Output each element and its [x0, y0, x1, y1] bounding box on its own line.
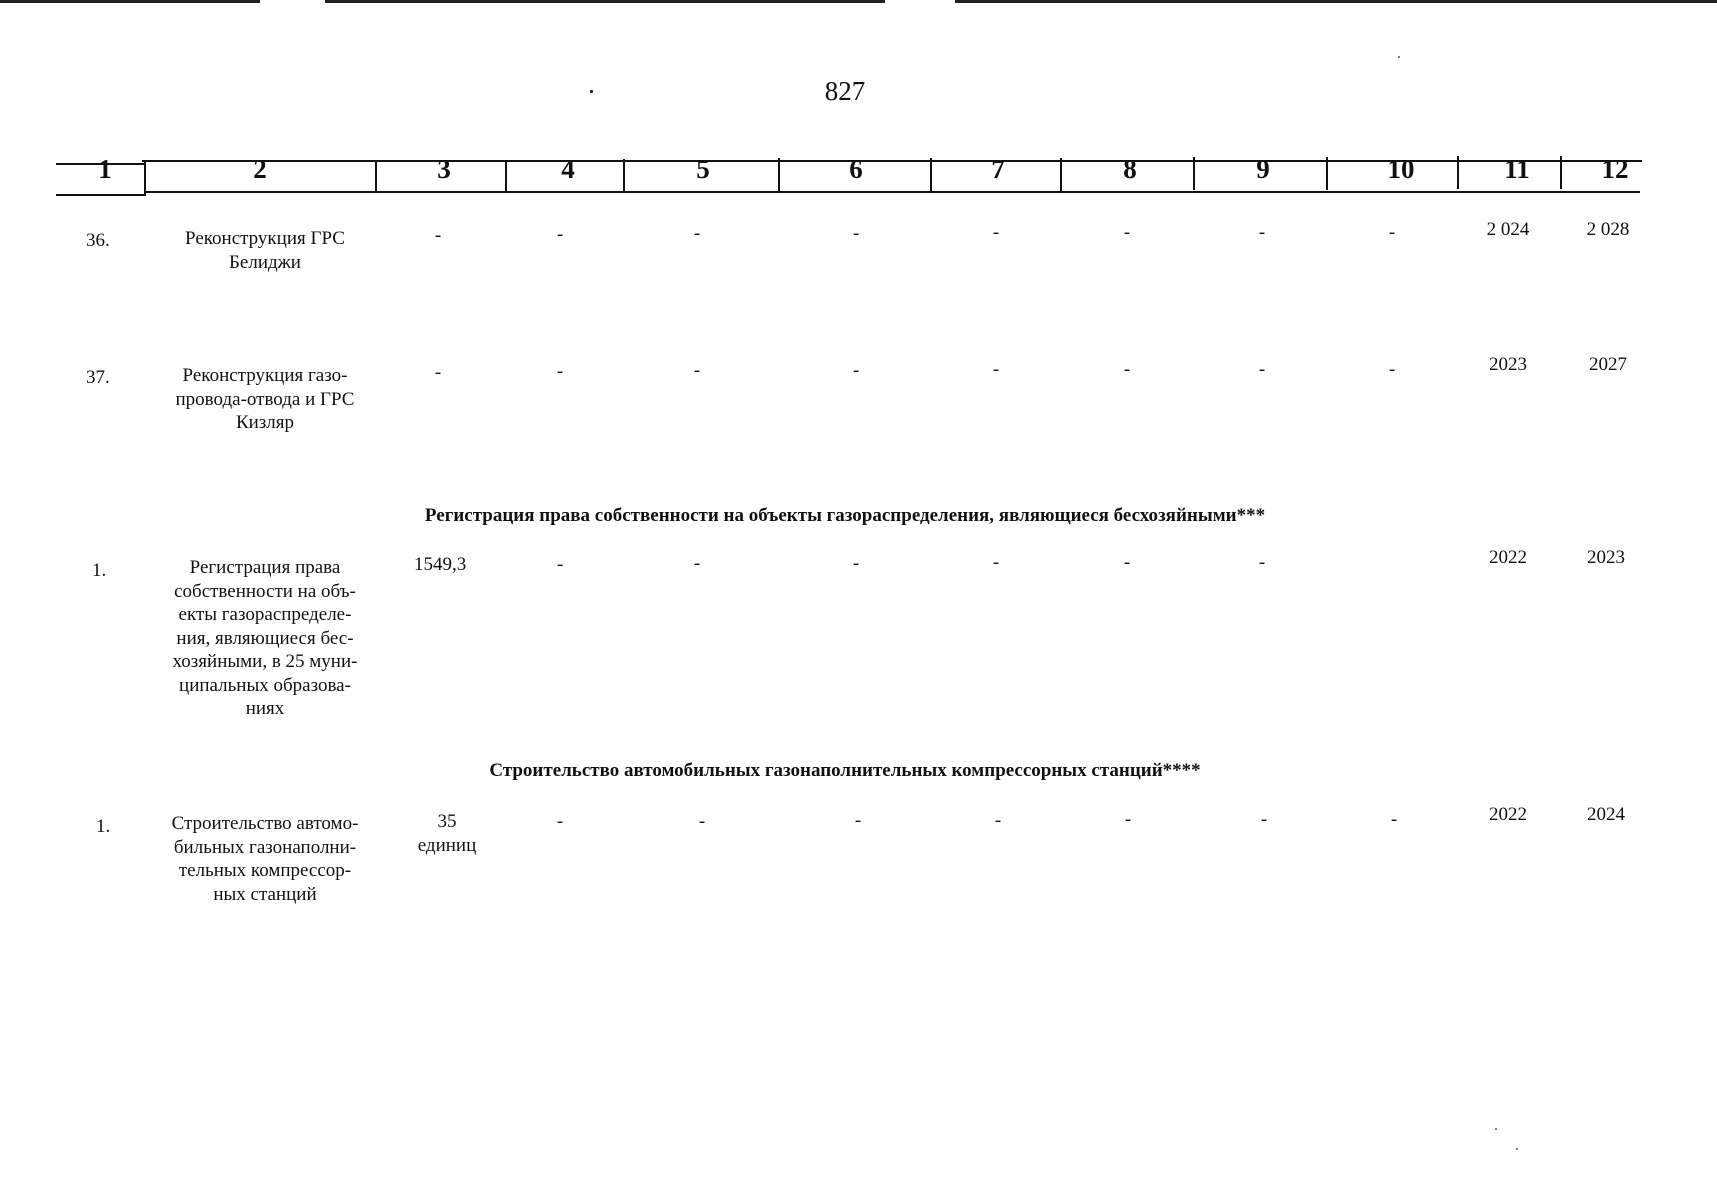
- cell-col6: -: [852, 553, 860, 574]
- scan-speck: [1516, 1148, 1518, 1150]
- column-header-10: 10: [1387, 154, 1415, 184]
- cell-col8: -: [1123, 552, 1131, 573]
- cell-col4: -: [556, 811, 564, 832]
- section-title: Регистрация права собственности на объекты газораспределения, являющиеся бесхозяйными***: [424, 505, 1266, 526]
- section-title: Строительство автомобильных газонаполнительных компрессорных станций****: [489, 760, 1201, 781]
- header-divider: [1193, 157, 1195, 190]
- scan-speck: [1495, 1128, 1497, 1130]
- cell-col9: -: [1260, 809, 1268, 830]
- cell-col6: -: [854, 810, 862, 831]
- column-header-11: 11: [1504, 154, 1530, 184]
- header-divider: [144, 161, 146, 195]
- cell-col7: -: [994, 810, 1002, 831]
- cell-col3: -: [434, 225, 442, 246]
- cell-col12: 2 028: [1586, 219, 1630, 240]
- cell-col7: -: [992, 222, 1000, 243]
- cell-col4: -: [556, 554, 564, 575]
- cell-col12: 2027: [1589, 354, 1627, 375]
- header-divider: [1560, 156, 1562, 189]
- cell-col5: -: [693, 223, 701, 244]
- column-header-9: 9: [1256, 154, 1270, 184]
- header-divider: [1060, 158, 1062, 191]
- cell-col9: -: [1258, 552, 1266, 573]
- cell-col10: -: [1388, 222, 1396, 243]
- cell-col8: -: [1124, 809, 1132, 830]
- cell-col7: -: [992, 359, 1000, 380]
- header-divider: [623, 159, 625, 192]
- column-header-12: 12: [1601, 154, 1629, 184]
- scan-edge-left: [0, 0, 260, 3]
- cell-col3: 35 единиц: [417, 811, 477, 856]
- scan-edge-right: [955, 0, 1717, 3]
- row-name: Регистрация права собственности на объ- екты газораспределе- ния, являющиеся бес- хозяйными, в 25 муни- ципальных образова- ниях: [172, 557, 358, 719]
- row-name: Реконструкция газо- провода-отвода и ГРС Кизляр: [175, 365, 355, 433]
- cell-col6: -: [852, 223, 860, 244]
- cell-col5: -: [693, 553, 701, 574]
- cell-col5: -: [693, 360, 701, 381]
- column-header-2: 2: [253, 154, 267, 184]
- header-divider: [505, 160, 507, 193]
- cell-col11: 2022: [1489, 804, 1527, 825]
- cell-col4: -: [556, 224, 564, 245]
- page-number: 827: [824, 76, 866, 106]
- cell-col8: -: [1123, 222, 1131, 243]
- column-header-3: 3: [437, 154, 451, 184]
- column-header-7: 7: [991, 154, 1005, 184]
- cell-col6: -: [852, 360, 860, 381]
- column-header-4: 4: [561, 154, 575, 184]
- row-number: 36.: [86, 230, 110, 251]
- cell-col9: -: [1258, 359, 1266, 380]
- header-divider: [778, 158, 780, 191]
- cell-col11: 2022: [1489, 547, 1527, 568]
- row-name: Строительство автомо- бильных газонаполни- тельных компрессор- ных станций: [171, 813, 359, 905]
- header-bottom-rule: [56, 194, 146, 196]
- column-header-5: 5: [696, 154, 710, 184]
- cell-col5: -: [698, 811, 706, 832]
- cell-col4: -: [556, 361, 564, 382]
- cell-col8: -: [1123, 359, 1131, 380]
- cell-col9: -: [1258, 222, 1266, 243]
- header-bottom-rule: [146, 191, 1640, 193]
- column-header-1: 1: [98, 154, 112, 184]
- header-divider: [1457, 156, 1459, 189]
- cell-col10: -: [1388, 359, 1396, 380]
- column-header-8: 8: [1123, 154, 1137, 184]
- row-number: 37.: [86, 367, 110, 388]
- header-divider: [1326, 157, 1328, 190]
- cell-col7: -: [992, 552, 1000, 573]
- cell-col3: 1549,3: [414, 554, 467, 575]
- header-divider: [930, 158, 932, 191]
- cell-col10: -: [1390, 809, 1398, 830]
- row-number: 1.: [96, 816, 111, 837]
- row-name: Реконструкция ГРС Белиджи: [185, 228, 345, 273]
- cell-col12: 2023: [1587, 547, 1625, 568]
- cell-col11: 2023: [1489, 354, 1527, 375]
- column-header-6: 6: [849, 154, 863, 184]
- cell-col11: 2 024: [1486, 219, 1530, 240]
- cell-col3: -: [434, 362, 442, 383]
- row-number: 1.: [92, 560, 107, 581]
- header-divider: [375, 160, 377, 193]
- cell-col12: 2024: [1587, 804, 1625, 825]
- scan-speck: [1398, 56, 1400, 58]
- scan-edge-center: [325, 0, 885, 3]
